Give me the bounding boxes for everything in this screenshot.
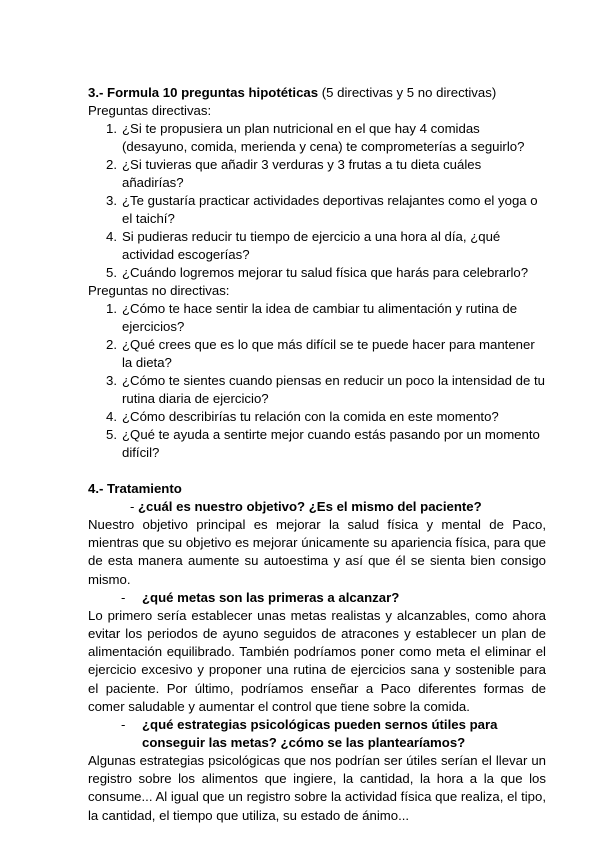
list-item-text: ¿Cómo te sientes cuando piensas en reducir un poco la intensidad de tu rutina diaria de ejercicio? xyxy=(122,373,545,406)
directive-label: Preguntas directivas: xyxy=(88,103,212,118)
list-item: 3. ¿Cómo te sientes cuando piensas en reducir un poco la intensidad de tu rutina diaria de ejercicio? xyxy=(106,373,545,406)
section4-title: 4.- Tratamiento xyxy=(88,481,182,496)
list-item: 5. ¿Cuándo logremos mejorar tu salud física que harás para celebrarlo? xyxy=(88,264,546,282)
question-heading: ¿qué metas son las primeras a alcanzar? xyxy=(142,589,400,605)
paragraph: Algunas estrategias psicológicas que nos podrían ser útiles serían el llevar un registro sobre los alimentos que ingiere, la cantidad, la hora a la que los consume... Al igual que un registro sobre la actividad física que realiza, el tipo, la cantidad, el tiempo que utiliza, su estado de ánimo... xyxy=(88,753,546,823)
nondirective-list xyxy=(88,300,546,462)
list-item: 1. ¿Si te propusiera un plan nutricional en el que hay 4 comidas (desayuno, comida, merienda y cena) te comprometerías a seguirlo? xyxy=(88,120,546,156)
section3-title: 3.- Formula 10 preguntas hipotéticas xyxy=(88,85,319,100)
directive-list xyxy=(88,120,546,282)
question-heading: ¿qué estrategias psicológicas pueden sernos útiles para conseguir las metas? ¿cómo se las plantearíamos? xyxy=(142,717,498,751)
paragraph: Lo primero sería establecer unas metas realistas y alcanzables, como ahora evitar los periodos de ayuno seguidos de atracones y establecer un plan de alimentación equilibrado. También podríamos poner como meta el eliminar el ejercicio excesivo y proponer una rutina de ejercicios sana y sostenible para el paciente. Por último, podríamos enseñar a Paco diferentes formas de comer saludable y aumentar el control que tiene sobre la comida. xyxy=(88,607,546,714)
document-page xyxy=(88,84,546,825)
section3-title-note: (5 directivas y 5 no directivas) xyxy=(318,85,497,100)
question-heading: ¿cuál es nuestro objetivo? ¿Es el mismo del paciente? xyxy=(138,499,482,514)
section3-heading xyxy=(88,84,546,102)
question-item xyxy=(88,716,546,752)
list-item-text: Si pudieras reducir tu tiempo de ejercicio a una hora al día, ¿qué actividad escogerías? xyxy=(122,229,501,262)
list-item-text: ¿Qué te ayuda a sentirte mejor cuando estás pasando por un momento difícil? xyxy=(122,427,540,460)
list-item-text: ¿Qué crees que es lo que más difícil se te puede hacer para mantener la dieta? xyxy=(122,337,535,370)
question-item xyxy=(88,498,546,516)
list-item-text: ¿Si te propusiera un plan nutricional en el que hay 4 comidas (desayuno, comida, merienda y cena) te comprometerías a seguirlo? xyxy=(122,121,525,154)
dash-bullet: - xyxy=(130,499,135,514)
question-item xyxy=(88,589,546,607)
list-item-text: ¿Te gustaría practicar actividades deportivas relajantes como el yoga o el taichí? xyxy=(122,193,538,226)
list-item: 2. ¿Qué crees que es lo que más difícil se te puede hacer para mantener la dieta? xyxy=(88,336,546,372)
dash-bullet: - xyxy=(121,717,126,733)
dash-bullet: - xyxy=(121,589,126,605)
list-item: 5. ¿Qué te ayuda a sentirte mejor cuando estás pasando por un momento difícil? xyxy=(88,426,546,462)
list-item-text: ¿Cómo describirías tu relación con la comida en este momento? xyxy=(122,409,499,424)
list-item: 4. Si pudieras reducir tu tiempo de ejercicio a una hora al día, ¿qué actividad escogerías? xyxy=(88,228,546,264)
paragraph: Nuestro objetivo principal es mejorar la salud física y mental de Paco, mientras que su objetivo es mejorar únicamente su apariencia física, para que de esta manera aumente su autoestima y así que él se sienta bien consigo mismo. xyxy=(88,517,546,587)
nondirective-label: Preguntas no directivas: xyxy=(88,283,230,298)
spacer xyxy=(88,462,546,480)
list-item-text: ¿Si tuvieras que añadir 3 verduras y 3 frutas a tu dieta cuáles añadirías? xyxy=(122,157,482,190)
list-item-text: ¿Cuándo logremos mejorar tu salud física que harás para celebrarlo? xyxy=(122,265,529,280)
list-item: 4. ¿Cómo describirías tu relación con la comida en este momento? xyxy=(88,408,546,426)
list-item: 2. ¿Si tuvieras que añadir 3 verduras y 3 frutas a tu dieta cuáles añadirías? xyxy=(88,156,546,192)
list-item: 3. ¿Te gustaría practicar actividades deportivas relajantes como el yoga o el taichí? xyxy=(88,192,546,228)
list-item: 1. ¿Cómo te hace sentir la idea de cambiar tu alimentación y rutina de ejercicios? xyxy=(88,300,546,336)
list-item-text: ¿Cómo te hace sentir la idea de cambiar tu alimentación y rutina de ejercicios? xyxy=(122,301,518,334)
